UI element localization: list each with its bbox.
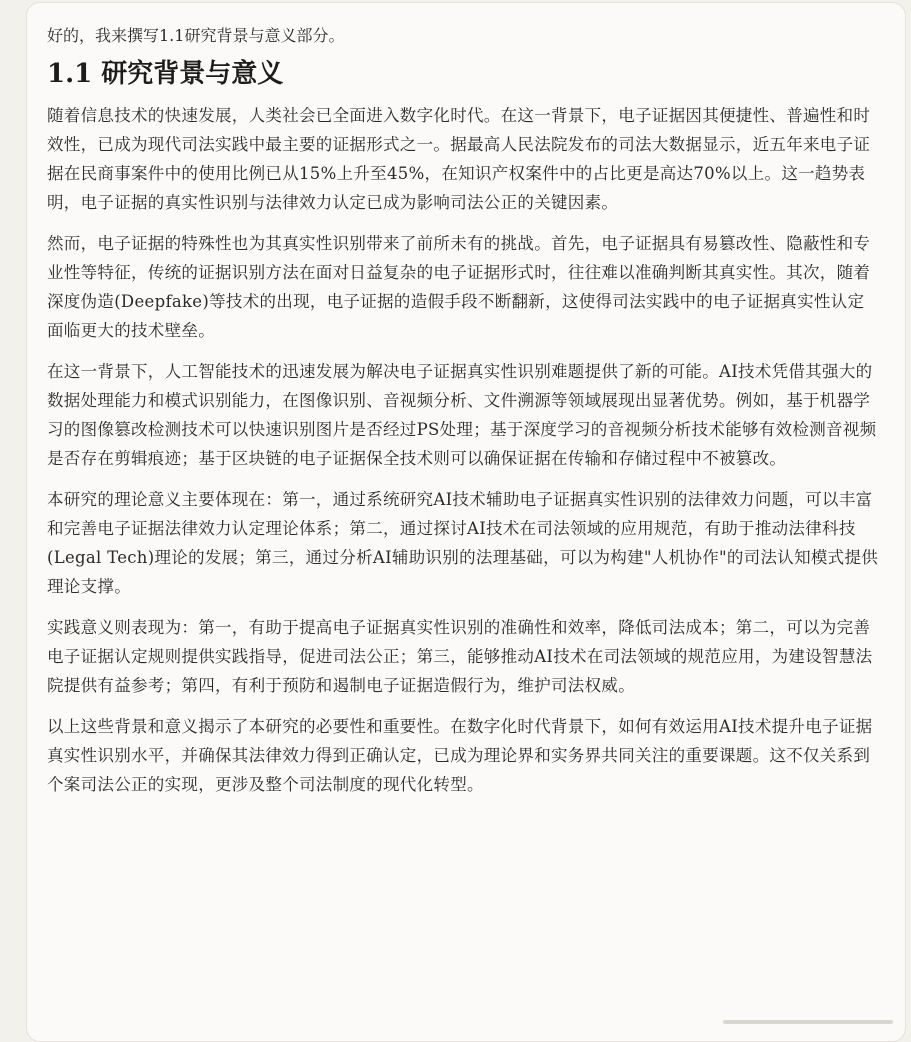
paragraph-practical-significance: 实践意义则表现为：第一，有助于提高电子证据真实性识别的准确性和效率，降低司法成本；第二，可以为完善电子证据认定规则提供实践指导，促进司法公正；第三，能够推动AI技术在司法领域的规范应用，为建设智慧法院提供有益参考；第四，有利于预防和遏制电子证据造假行为，维护司法权威。 bbox=[47, 618, 873, 695]
paragraph-theoretical-significance: 本研究的理论意义主要体现在：第一，通过系统研究AI技术辅助电子证据真实性识别的法律效力问题，可以丰富和完善电子证据法律效力认定理论体系；第二，通过探讨AI技术在司法领域的应用规范，有助于推动法律科技(Legal Tech)理论的发展；第三，通过分析AI辅助识别的法理基础，可以为构建"人机协作"的司法认知模式提供理论支撑。 bbox=[47, 490, 879, 596]
section-heading: 1.1 研究背景与意义 bbox=[47, 59, 284, 89]
assistant-message-card bbox=[26, 2, 906, 1042]
paragraph-conclusion: 以上这些背景和意义揭示了本研究的必要性和重要性。在数字化时代背景下，如何有效运用AI技术提升电子证据真实性识别水平，并确保其法律效力得到正确认定，已成为理论界和实务界共同关注的重要课题。这不仅关系到个案司法公正的实现，更涉及整个司法制度的现代化转型。 bbox=[47, 717, 873, 794]
paragraph-challenges: 然而，电子证据的特殊性也为其真实性识别带来了前所未有的挑战。首先，电子证据具有易篡改性、隐蔽性和专业性等特征，传统的证据识别方法在面对日益复杂的电子证据形式时，往往难以准确判断其真实性。其次，随着深度伪造(Deepfake)等技术的出现，电子证据的造假手段不断翻新，这使得司法实践中的电子证据真实性认定面临更大的技术壁垒。 bbox=[47, 234, 871, 340]
intro-text: 好的，我来撰写1.1研究背景与意义部分。 bbox=[47, 26, 345, 45]
paragraph-ai-opportunity: 在这一背景下，人工智能技术的迅速发展为解决电子证据真实性识别难题提供了新的可能。AI技术凭借其强大的数据处理能力和模式识别能力，在图像识别、音视频分析、文件溯源等领域展现出显著优势。例如，基于机器学习的图像篡改检测技术可以快速识别图片是否经过PS处理；基于深度学习的音视频分析技术能够有效检测音视频是否存在剪辑痕迹；基于区块链的电子证据保全技术则可以确保证据在传输和存储过程中不被篡改。 bbox=[47, 362, 877, 468]
paragraph-background: 随着信息技术的快速发展，人类社会已全面进入数字化时代。在这一背景下，电子证据因其便捷性、普遍性和时效性，已成为现代司法实践中最主要的证据形式之一。据最高人民法院发布的司法大数据显示，近五年来电子证据在民商事案件中的使用比例已从15%上升至45%，在知识产权案件中的占比更是高达70%以上。这一趋势表明，电子证据的真实性识别与法律效力认定已成为影响司法公正的关键因素。 bbox=[47, 106, 871, 212]
scrollbar-thumb[interactable] bbox=[723, 1020, 893, 1024]
